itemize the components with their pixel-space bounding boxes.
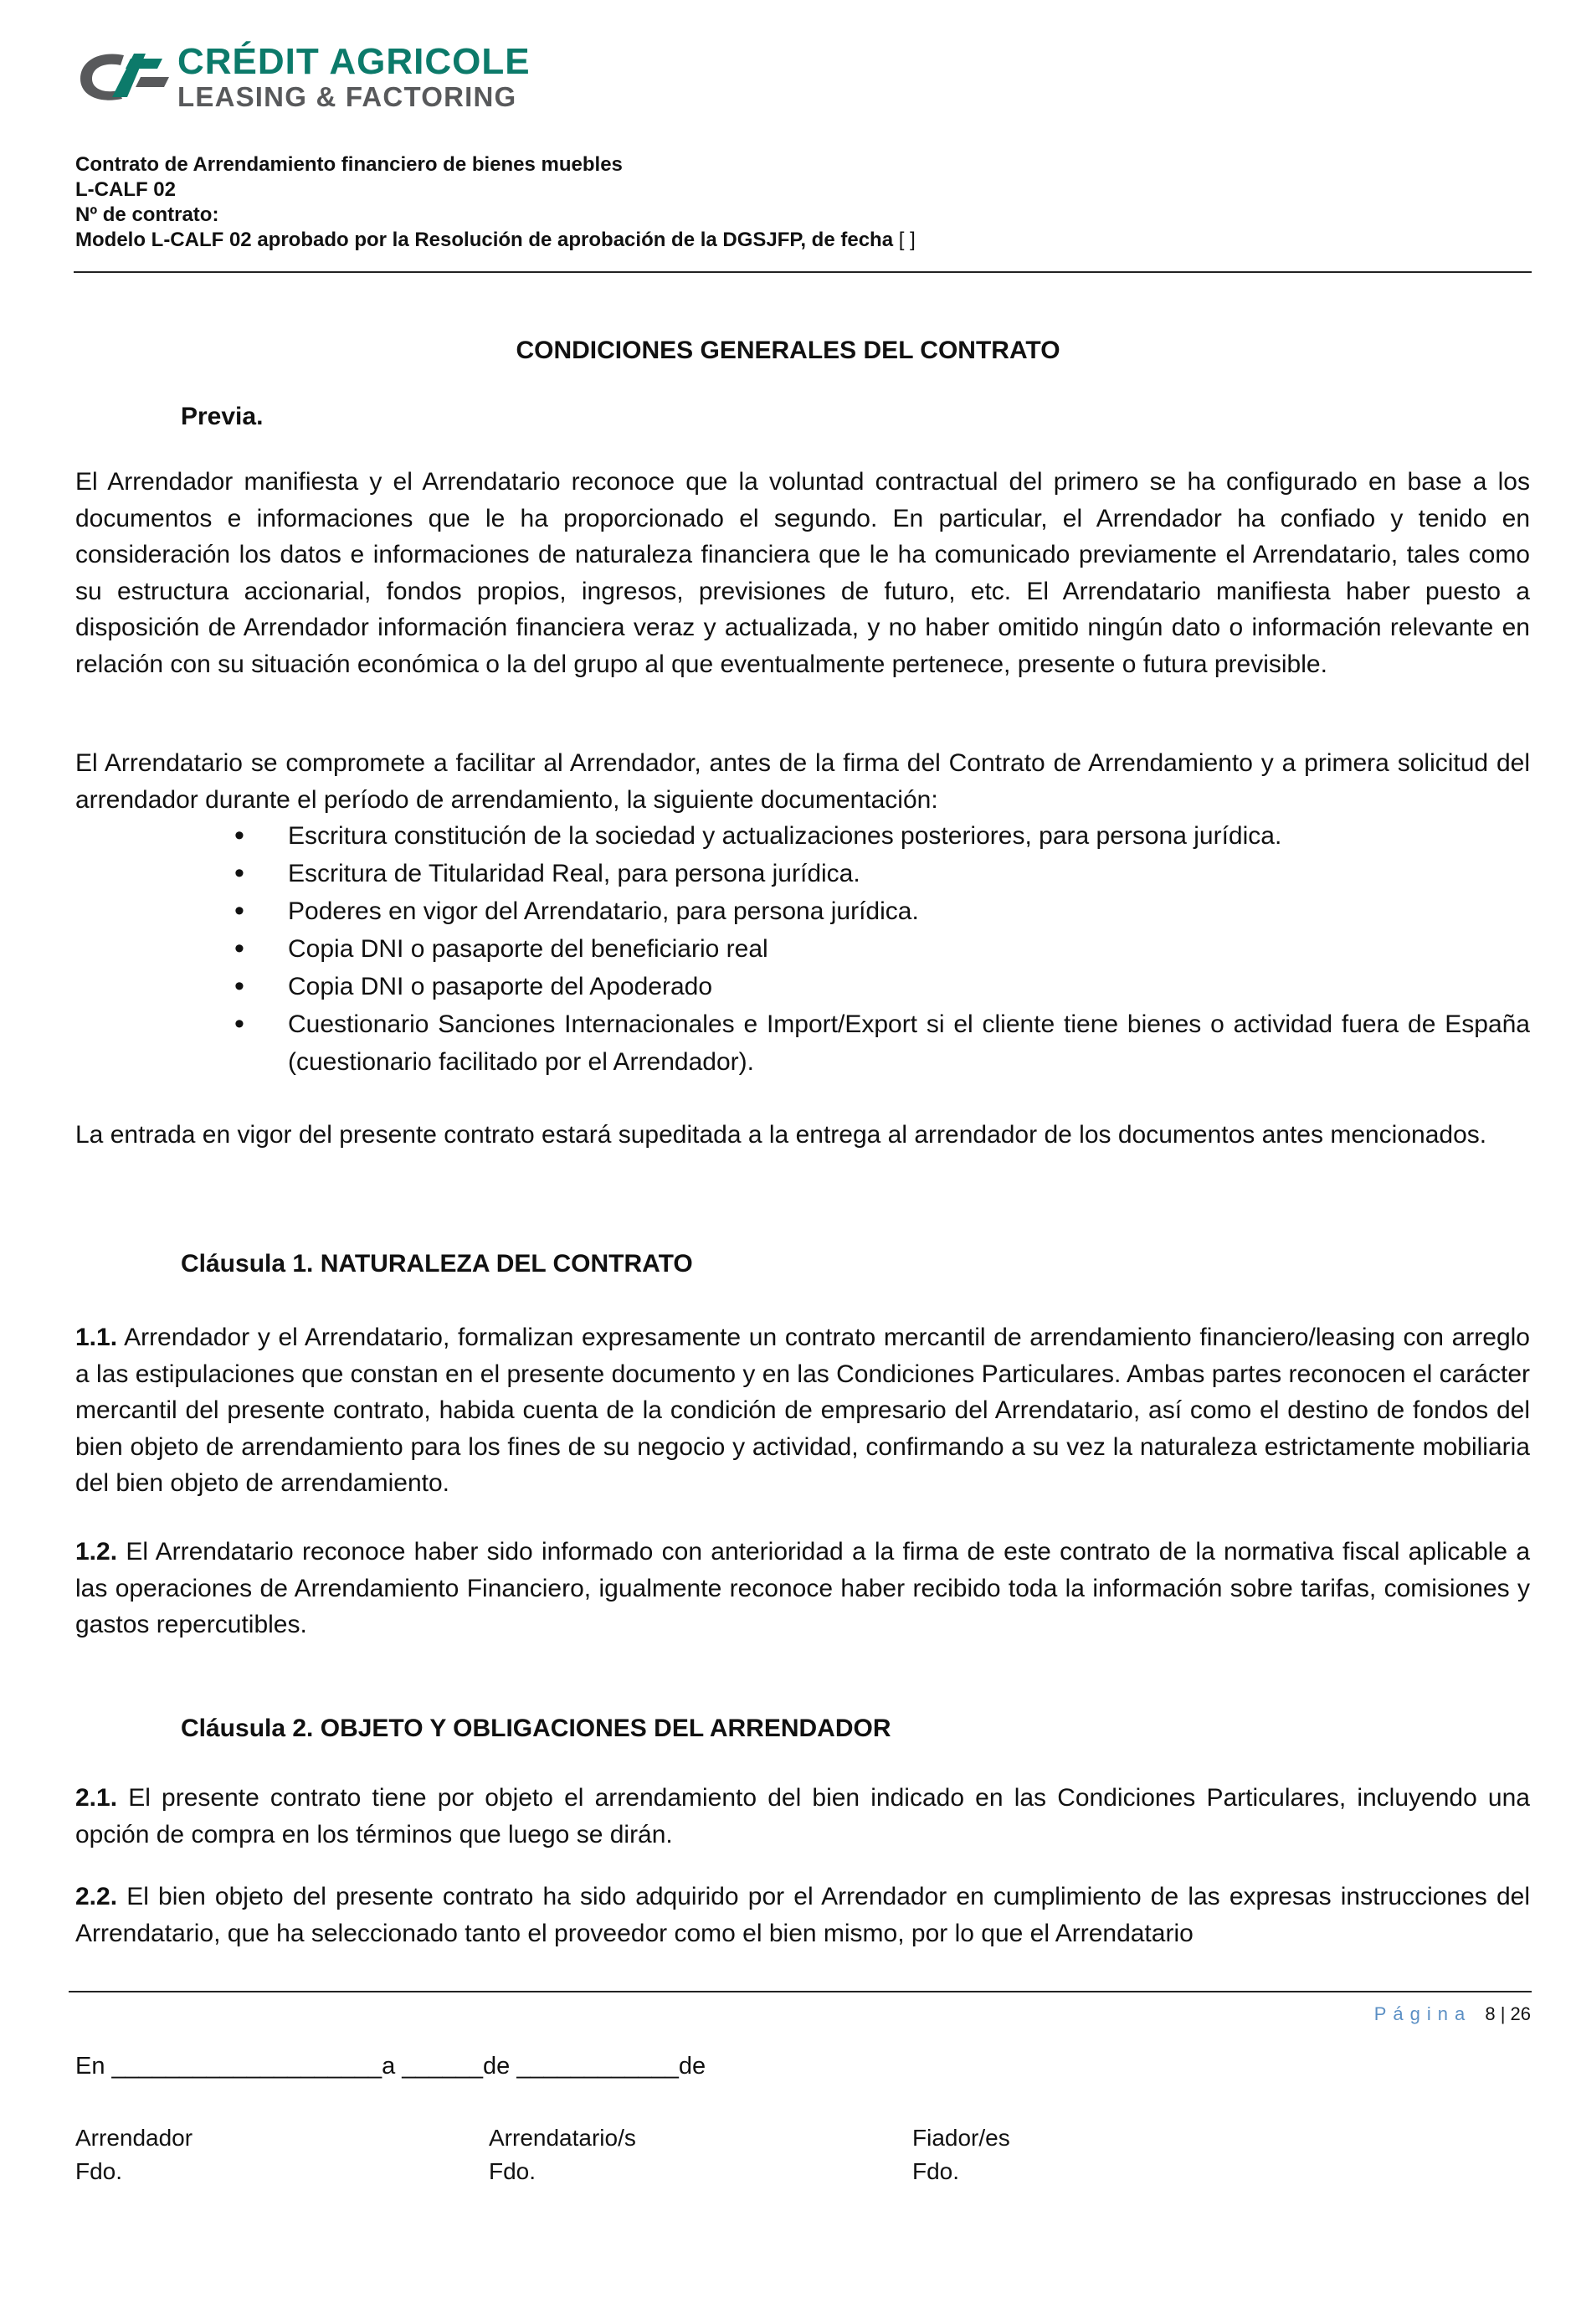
header-contract-type: Contrato de Arrendamiento financiero de bienes muebles (75, 153, 623, 176)
clause-1-2 (75, 1534, 1530, 1643)
signature-role: Fiador/es (912, 2125, 1010, 2151)
document-title: CONDICIONES GENERALES DEL CONTRATO (516, 337, 1060, 364)
clause-1-heading: Cláusula 1. NATURALEZA DEL CONTRATO (181, 1250, 693, 1278)
previa-paragraph-1: El Arrendador manifiesta y el Arrendatario reconoce que la voluntad contractual del primero se ha configurado en base a los documentos e informaciones que le ha proporcionado el segundo. En particular, el Arrendador ha confiado y tenido en consideración los datos e informaciones de naturaleza financiera que le ha comunicado previamente el Arrendatario, tales como su estructura accionarial, fondos propios, ingresos, previsiones de futuro, etc. El Arrendatario manifiesta haber puesto a disposición de Arrendador información financiera veraz y actualizada, y no haber omitido ningún dato o información relevante en relación con su situación económica o la del grupo al que eventualmente pertenece, presente o futura previsible. (75, 468, 1530, 678)
clause-number: 1.1. (75, 1324, 118, 1351)
page-number (1374, 2003, 1531, 2025)
clause-2-heading: Cláusula 2. OBJETO Y OBLIGACIONES DEL ARRENDADOR (181, 1715, 891, 1742)
header-approval-line (75, 228, 1532, 253)
list-item: • Cuestionario Sanciones Internacionales e Import/Export si el cliente tiene bienes o actividad fuera de España (cuestionario facilitado por el Arrendador). (234, 1005, 1530, 1081)
signature-role: Arrendatario/s (489, 2125, 636, 2151)
clause-1-1 (75, 1319, 1530, 1502)
list-item: • Poderes en vigor del Arrendatario, para persona jurídica. (234, 892, 1530, 930)
clause-number: 2.2. (75, 1883, 118, 1910)
header-model-code: L-CALF 02 (75, 178, 176, 201)
clause-text: El Arrendatario reconoce haber sido informado con anterioridad a la firma de este contrato de la normativa fiscal aplicable a las operaciones de Arrendamiento Financiero, igualmente reconoce haber recibido toda la información sobre tarifas, comisiones y gastos repercutibles. (75, 1538, 1530, 1638)
header-approval-text: Modelo L-CALF 02 aprobado por la Resolución de aprobación de la DGSJFP, de fecha (75, 229, 894, 251)
signature-fdo: Fdo. (75, 2158, 123, 2184)
clause-text: Arrendador y el Arrendatario, formalizan expresamente un contrato mercantil de arrendamiento financiero/leasing con arreglo a las estipulaciones que constan en el presente documento y en las Condiciones Particulares. Ambas partes reconocen el carácter mercantil del presente contrato, habida cuenta de la condición de empresario del Arrendatario, así como el destino de fondos del bien objeto de arrendamiento para los fines de su negocio y actividad, confirmando a su vez la naturaleza estrictamente mobiliaria del bien objeto de arrendamiento. (75, 1324, 1530, 1497)
signature-arrendador (75, 2121, 193, 2188)
logo-emblem-icon (75, 47, 174, 107)
signature-role: Arrendador (75, 2125, 193, 2151)
logo-line1: CRÉDIT AGRICOLE (177, 41, 531, 82)
clause-2-1 (75, 1780, 1530, 1853)
list-item: • Escritura constitución de la sociedad y actualizaciones posteriores, para persona jurídica. (234, 817, 1530, 855)
place-date-line: En ____________________a ______de ____________de (75, 2053, 706, 2080)
signature-fdo: Fdo. (489, 2158, 536, 2184)
clause-number: 1.2. (75, 1538, 118, 1566)
list-item: • Copia DNI o pasaporte del beneficiario real (234, 930, 1530, 968)
header-divider (74, 271, 1532, 273)
page-count: 8 | 26 (1485, 2003, 1531, 2024)
previa-heading: Previa. (181, 403, 264, 430)
signature-arrendatario (489, 2121, 636, 2188)
company-logo (75, 41, 531, 112)
list-item: • Escritura de Titularidad Real, para persona jurídica. (234, 855, 1530, 892)
list-item: • Copia DNI o pasaporte del Apoderado (234, 968, 1530, 1005)
header-contract-number: Nº de contrato: (75, 203, 219, 226)
required-documents-list (234, 817, 1530, 1081)
header-date-placeholder: [ ] (898, 229, 916, 251)
clause-text: El bien objeto del presente contrato ha sido adquirido por el Arrendador en cumplimiento de las expresas instrucciones del Arrendatario, que ha seleccionado tanto el proveedor como el bien mismo, por lo que el Arrendatario (75, 1883, 1530, 1947)
logo-line2: LEASING & FACTORING (177, 81, 517, 112)
document-header (75, 152, 1532, 253)
clause-number: 2.1. (75, 1784, 118, 1812)
clause-2-2 (75, 1879, 1530, 1951)
clause-text: El presente contrato tiene por objeto el arrendamiento del bien indicado en las Condiciones Particulares, incluyendo una opción de compra en los términos que luego se dirán. (75, 1784, 1530, 1848)
signature-fdo: Fdo. (912, 2158, 960, 2184)
page-word: Página (1373, 2003, 1472, 2024)
previa-paragraph-2: El Arrendatario se compromete a facilitar al Arrendador, antes de la firma del Contrato de Arrendamiento y a primera solicitud del arrendador durante el período de arrendamiento, la siguiente documentación: (75, 749, 1530, 814)
previa-paragraph-3: La entrada en vigor del presente contrato estará supeditada a la entrega al arrendador de los documentos antes mencionados. (75, 1121, 1487, 1149)
footer-divider (69, 1991, 1532, 1992)
signature-fiador (912, 2121, 1010, 2188)
